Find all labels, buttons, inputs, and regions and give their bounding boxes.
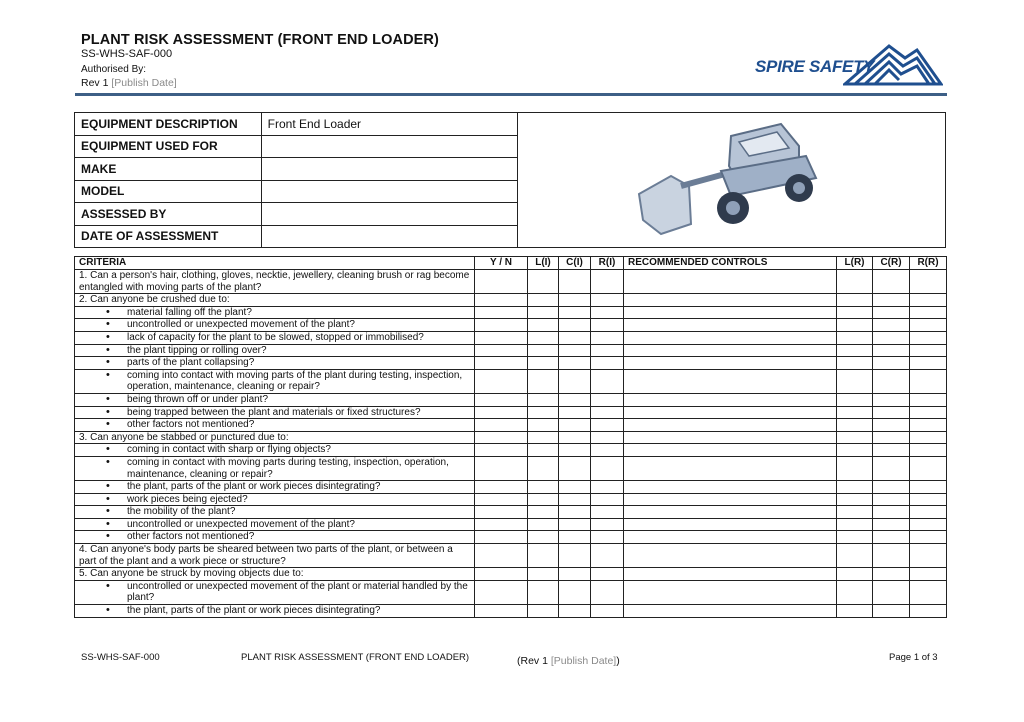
criteria-bullet: • coming in contact with moving parts during testing, inspection, operation, maintenance, cleaning or repair?: [75, 456, 475, 480]
equipment-value-field[interactable]: Front End Loader: [261, 113, 517, 136]
table-row: [75, 431, 947, 444]
entry-cell[interactable]: [591, 444, 624, 457]
entry-cell[interactable]: [873, 393, 910, 406]
page-number: Page 1 of 3: [889, 652, 938, 663]
entry-cell[interactable]: [624, 294, 837, 307]
entry-cell[interactable]: [837, 518, 873, 531]
entry-cell[interactable]: [528, 319, 559, 332]
entry-cell[interactable]: [873, 568, 910, 581]
entry-cell[interactable]: [624, 568, 837, 581]
revision-label: Rev 1: [81, 77, 109, 89]
criteria-bullet: • uncontrolled or unexpected movement of the plant or material handled by the plant?: [75, 580, 475, 604]
criteria-bullet: • being thrown off or under plant?: [75, 393, 475, 406]
criteria-table: [74, 256, 947, 618]
entry-cell[interactable]: [475, 531, 528, 544]
entry-cell[interactable]: [591, 357, 624, 370]
entry-cell[interactable]: [910, 481, 947, 494]
entry-cell[interactable]: [910, 531, 947, 544]
entry-cell[interactable]: [624, 419, 837, 432]
entry-cell[interactable]: [591, 544, 624, 568]
entry-cell[interactable]: [624, 393, 837, 406]
equipment-value-field[interactable]: [261, 180, 517, 203]
table-row: [75, 319, 947, 332]
entry-cell[interactable]: [559, 294, 591, 307]
entry-cell[interactable]: [910, 319, 947, 332]
document-title: PLANT RISK ASSESSMENT (FRONT END LOADER): [81, 32, 439, 48]
entry-cell[interactable]: [873, 331, 910, 344]
entry-cell[interactable]: [528, 357, 559, 370]
entry-cell[interactable]: [559, 531, 591, 544]
entry-cell[interactable]: [559, 344, 591, 357]
column-header: R(R): [910, 257, 947, 270]
table-row: [75, 419, 947, 432]
entry-cell[interactable]: [475, 419, 528, 432]
entry-cell[interactable]: [528, 331, 559, 344]
entry-cell[interactable]: [559, 393, 591, 406]
column-header: C(I): [559, 257, 591, 270]
entry-cell[interactable]: [837, 605, 873, 618]
entry-cell[interactable]: [559, 506, 591, 519]
column-header: L(I): [528, 257, 559, 270]
entry-cell[interactable]: [591, 456, 624, 480]
entry-cell[interactable]: [873, 605, 910, 618]
entry-cell[interactable]: [873, 406, 910, 419]
entry-cell[interactable]: [873, 357, 910, 370]
entry-cell[interactable]: [591, 393, 624, 406]
entry-cell[interactable]: [873, 444, 910, 457]
entry-cell[interactable]: [624, 306, 837, 319]
entry-cell[interactable]: [624, 481, 837, 494]
entry-cell[interactable]: [475, 493, 528, 506]
entry-cell[interactable]: [528, 481, 559, 494]
entry-cell[interactable]: [837, 344, 873, 357]
entry-cell[interactable]: [624, 531, 837, 544]
column-header: RECOMMENDED CONTROLS: [624, 257, 837, 270]
entry-cell[interactable]: [910, 306, 947, 319]
entry-cell[interactable]: [559, 369, 591, 393]
entry-cell[interactable]: [475, 270, 528, 294]
footer-rev-close: ): [616, 655, 620, 667]
entry-cell[interactable]: [624, 580, 837, 604]
column-header: C(R): [873, 257, 910, 270]
entry-cell[interactable]: [559, 456, 591, 480]
entry-cell[interactable]: [528, 531, 559, 544]
entry-cell[interactable]: [873, 531, 910, 544]
criteria-bullet: • coming into contact with moving parts of the plant during testing, inspection, operation, maintenance, cleaning or repair?: [75, 369, 475, 393]
entry-cell[interactable]: [873, 456, 910, 480]
entry-cell[interactable]: [910, 344, 947, 357]
table-row: [75, 493, 947, 506]
entry-cell[interactable]: [559, 406, 591, 419]
entry-cell[interactable]: [475, 444, 528, 457]
criteria-bullet: • work pieces being ejected?: [75, 493, 475, 506]
entry-cell[interactable]: [624, 493, 837, 506]
entry-cell[interactable]: [910, 406, 947, 419]
entry-cell[interactable]: [559, 605, 591, 618]
entry-cell[interactable]: [559, 419, 591, 432]
entry-cell[interactable]: [837, 580, 873, 604]
entry-cell[interactable]: [559, 331, 591, 344]
spire-safety-logo: [755, 40, 945, 90]
entry-cell[interactable]: [624, 506, 837, 519]
entry-cell[interactable]: [591, 331, 624, 344]
entry-cell[interactable]: [624, 605, 837, 618]
entry-cell[interactable]: [873, 518, 910, 531]
footer-publish-date: [Publish Date]: [550, 655, 617, 667]
entry-cell[interactable]: [910, 568, 947, 581]
entry-cell[interactable]: [873, 270, 910, 294]
entry-cell[interactable]: [528, 605, 559, 618]
entry-cell[interactable]: [528, 493, 559, 506]
criteria-bullet: • uncontrolled or unexpected movement of the plant?: [75, 518, 475, 531]
entry-cell[interactable]: [591, 319, 624, 332]
equipment-label: MAKE: [75, 158, 262, 181]
entry-cell[interactable]: [837, 331, 873, 344]
revision-line: [81, 77, 177, 89]
table-row: [75, 444, 947, 457]
column-header: R(I): [591, 257, 624, 270]
entry-cell[interactable]: [528, 506, 559, 519]
entry-cell[interactable]: [475, 580, 528, 604]
table-row: [75, 344, 947, 357]
table-row: [75, 568, 947, 581]
entry-cell[interactable]: [910, 331, 947, 344]
entry-cell[interactable]: [591, 506, 624, 519]
entry-cell[interactable]: [559, 270, 591, 294]
entry-cell[interactable]: [873, 506, 910, 519]
criteria-bullet: • other factors not mentioned?: [75, 531, 475, 544]
entry-cell[interactable]: [910, 580, 947, 604]
criteria-question: 5. Can anyone be struck by moving objects due to:: [75, 568, 475, 581]
entry-cell[interactable]: [591, 605, 624, 618]
entry-cell[interactable]: [591, 306, 624, 319]
entry-cell[interactable]: [837, 294, 873, 307]
criteria-question: 2. Can anyone be crushed due to:: [75, 294, 475, 307]
entry-cell[interactable]: [910, 605, 947, 618]
equipment-value-field[interactable]: [261, 225, 517, 248]
entry-cell[interactable]: [528, 419, 559, 432]
criteria-bullet: • parts of the plant collapsing?: [75, 357, 475, 370]
entry-cell[interactable]: [873, 431, 910, 444]
entry-cell[interactable]: [837, 444, 873, 457]
entry-cell[interactable]: [559, 481, 591, 494]
entry-cell[interactable]: [873, 419, 910, 432]
equipment-row: [75, 113, 946, 136]
entry-cell[interactable]: [475, 357, 528, 370]
entry-cell[interactable]: [624, 431, 837, 444]
entry-cell[interactable]: [624, 544, 837, 568]
entry-cell[interactable]: [837, 306, 873, 319]
entry-cell[interactable]: [910, 544, 947, 568]
entry-cell[interactable]: [559, 544, 591, 568]
entry-cell[interactable]: [837, 456, 873, 480]
entry-cell[interactable]: [910, 270, 947, 294]
entry-cell[interactable]: [528, 393, 559, 406]
table-row: [75, 393, 947, 406]
equipment-value-field[interactable]: [261, 203, 517, 226]
entry-cell[interactable]: [591, 344, 624, 357]
entry-cell[interactable]: [559, 568, 591, 581]
table-row: [75, 331, 947, 344]
criteria-bullet: • uncontrolled or unexpected movement of the plant?: [75, 319, 475, 332]
entry-cell[interactable]: [591, 419, 624, 432]
entry-cell[interactable]: [624, 369, 837, 393]
entry-cell[interactable]: [910, 518, 947, 531]
entry-cell[interactable]: [475, 344, 528, 357]
entry-cell[interactable]: [475, 393, 528, 406]
entry-cell[interactable]: [591, 518, 624, 531]
entry-cell[interactable]: [910, 357, 947, 370]
entry-cell[interactable]: [591, 270, 624, 294]
entry-cell[interactable]: [837, 544, 873, 568]
entry-cell[interactable]: [837, 406, 873, 419]
entry-cell[interactable]: [837, 357, 873, 370]
entry-cell[interactable]: [475, 518, 528, 531]
front-end-loader-image: [517, 113, 945, 248]
table-row: [75, 506, 947, 519]
entry-cell[interactable]: [910, 431, 947, 444]
entry-cell[interactable]: [559, 306, 591, 319]
entry-cell[interactable]: [528, 270, 559, 294]
table-row: [75, 270, 947, 294]
entry-cell[interactable]: [837, 270, 873, 294]
entry-cell[interactable]: [591, 531, 624, 544]
entry-cell[interactable]: [528, 294, 559, 307]
entry-cell[interactable]: [591, 493, 624, 506]
publish-date-placeholder: [Publish Date]: [111, 77, 177, 89]
entry-cell[interactable]: [837, 419, 873, 432]
criteria-bullet: • the plant tipping or rolling over?: [75, 344, 475, 357]
authorised-by: Authorised By:: [81, 64, 147, 75]
criteria-bullet: • the plant, parts of the plant or work pieces disintegrating?: [75, 605, 475, 618]
entry-cell[interactable]: [528, 568, 559, 581]
entry-cell[interactable]: [559, 357, 591, 370]
entry-cell[interactable]: [475, 331, 528, 344]
entry-cell[interactable]: [873, 344, 910, 357]
table-row: [75, 369, 947, 393]
entry-cell[interactable]: [475, 306, 528, 319]
entry-cell[interactable]: [528, 406, 559, 419]
entry-cell[interactable]: [591, 294, 624, 307]
entry-cell[interactable]: [559, 444, 591, 457]
entry-cell[interactable]: [837, 531, 873, 544]
entry-cell[interactable]: [873, 544, 910, 568]
entry-cell[interactable]: [624, 331, 837, 344]
column-header: CRITERIA: [75, 257, 475, 270]
entry-cell[interactable]: [873, 369, 910, 393]
entry-cell[interactable]: [528, 306, 559, 319]
criteria-question: 1. Can a person's hair, clothing, gloves, necktie, jewellery, cleaning brush or rag become entangled with moving parts of the plant?: [75, 270, 475, 294]
entry-cell[interactable]: [591, 369, 624, 393]
entry-cell[interactable]: [559, 518, 591, 531]
footer-title: PLANT RISK ASSESSMENT (FRONT END LOADER): [241, 652, 470, 663]
entry-cell[interactable]: [559, 580, 591, 604]
entry-cell[interactable]: [624, 270, 837, 294]
criteria-question: 3. Can anyone be stabbed or punctured due to:: [75, 431, 475, 444]
entry-cell[interactable]: [910, 456, 947, 480]
entry-cell[interactable]: [591, 481, 624, 494]
entry-cell[interactable]: [910, 294, 947, 307]
entry-cell[interactable]: [475, 506, 528, 519]
entry-cell[interactable]: [475, 456, 528, 480]
criteria-bullet: • the plant, parts of the plant or work pieces disintegrating?: [75, 481, 475, 494]
entry-cell[interactable]: [837, 493, 873, 506]
equipment-table: [74, 112, 946, 248]
entry-cell[interactable]: [910, 419, 947, 432]
entry-cell[interactable]: [873, 319, 910, 332]
equipment-value-field[interactable]: [261, 158, 517, 181]
entry-cell[interactable]: [591, 431, 624, 444]
entry-cell[interactable]: [873, 294, 910, 307]
entry-cell[interactable]: [475, 431, 528, 444]
entry-cell[interactable]: [591, 568, 624, 581]
entry-cell[interactable]: [475, 481, 528, 494]
table-row: [75, 580, 947, 604]
document-code: SS-WHS-SAF-000: [81, 48, 173, 60]
entry-cell[interactable]: [837, 568, 873, 581]
entry-cell[interactable]: [910, 393, 947, 406]
entry-cell[interactable]: [528, 431, 559, 444]
entry-cell[interactable]: [528, 580, 559, 604]
entry-cell[interactable]: [475, 406, 528, 419]
entry-cell[interactable]: [837, 431, 873, 444]
entry-cell[interactable]: [475, 568, 528, 581]
entry-cell[interactable]: [873, 580, 910, 604]
equipment-label: EQUIPMENT USED FOR: [75, 135, 262, 158]
entry-cell[interactable]: [528, 518, 559, 531]
equipment-label: EQUIPMENT DESCRIPTION: [75, 113, 262, 136]
entry-cell[interactable]: [910, 369, 947, 393]
table-row: [75, 456, 947, 480]
entry-cell[interactable]: [837, 319, 873, 332]
entry-cell[interactable]: [528, 544, 559, 568]
entry-cell[interactable]: [475, 294, 528, 307]
criteria-bullet: • lack of capacity for the plant to be slowed, stopped or immobilised?: [75, 331, 475, 344]
column-header: Y / N: [475, 257, 528, 270]
entry-cell[interactable]: [873, 306, 910, 319]
entry-cell[interactable]: [528, 369, 559, 393]
table-row: [75, 406, 947, 419]
criteria-bullet: • being trapped between the plant and materials or fixed structures?: [75, 406, 475, 419]
entry-cell[interactable]: [528, 444, 559, 457]
entry-cell[interactable]: [591, 580, 624, 604]
entry-cell[interactable]: [475, 369, 528, 393]
table-row: [75, 544, 947, 568]
entry-cell[interactable]: [559, 319, 591, 332]
footer-code: SS-WHS-SAF-000: [81, 652, 160, 663]
entry-cell[interactable]: [591, 406, 624, 419]
table-row: [75, 518, 947, 531]
entry-cell[interactable]: [624, 518, 837, 531]
table-row: [75, 294, 947, 307]
entry-cell[interactable]: [624, 456, 837, 480]
footer-rev-label: (Rev 1: [517, 655, 548, 667]
entry-cell[interactable]: [559, 493, 591, 506]
front-end-loader-icon: [631, 116, 831, 241]
equipment-label: ASSESSED BY: [75, 203, 262, 226]
entry-cell[interactable]: [910, 506, 947, 519]
table-row: [75, 531, 947, 544]
entry-cell[interactable]: [837, 393, 873, 406]
entry-cell[interactable]: [624, 319, 837, 332]
header-divider: [75, 93, 947, 96]
table-row: [75, 481, 947, 494]
mountain-logo-icon: [843, 40, 943, 88]
entry-cell[interactable]: [624, 357, 837, 370]
logo-text: SPIRE SAFETY: [755, 57, 875, 76]
column-header: L(R): [837, 257, 873, 270]
equipment-label: DATE OF ASSESSMENT: [75, 225, 262, 248]
entry-cell[interactable]: [873, 481, 910, 494]
entry-cell[interactable]: [910, 444, 947, 457]
criteria-bullet: • coming in contact with sharp or flying objects?: [75, 444, 475, 457]
criteria-bullet: • other factors not mentioned?: [75, 419, 475, 432]
equipment-label: MODEL: [75, 180, 262, 203]
table-row: [75, 357, 947, 370]
entry-cell[interactable]: [837, 481, 873, 494]
entry-cell[interactable]: [837, 506, 873, 519]
entry-cell[interactable]: [475, 319, 528, 332]
entry-cell[interactable]: [873, 493, 910, 506]
entry-cell[interactable]: [475, 605, 528, 618]
entry-cell[interactable]: [910, 493, 947, 506]
criteria-bullet: • material falling off the plant?: [75, 306, 475, 319]
footer-revision: [517, 655, 620, 667]
entry-cell[interactable]: [528, 456, 559, 480]
table-row: [75, 605, 947, 618]
entry-cell[interactable]: [624, 444, 837, 457]
table-row: [75, 306, 947, 319]
entry-cell[interactable]: [528, 344, 559, 357]
criteria-question: 4. Can anyone's body parts be sheared between two parts of the plant, or between a part of the plant and a work piece or structure?: [75, 544, 475, 568]
entry-cell[interactable]: [624, 344, 837, 357]
entry-cell[interactable]: [475, 544, 528, 568]
entry-cell[interactable]: [624, 406, 837, 419]
equipment-value-field[interactable]: [261, 135, 517, 158]
entry-cell[interactable]: [559, 431, 591, 444]
criteria-bullet: • the mobility of the plant?: [75, 506, 475, 519]
entry-cell[interactable]: [837, 369, 873, 393]
